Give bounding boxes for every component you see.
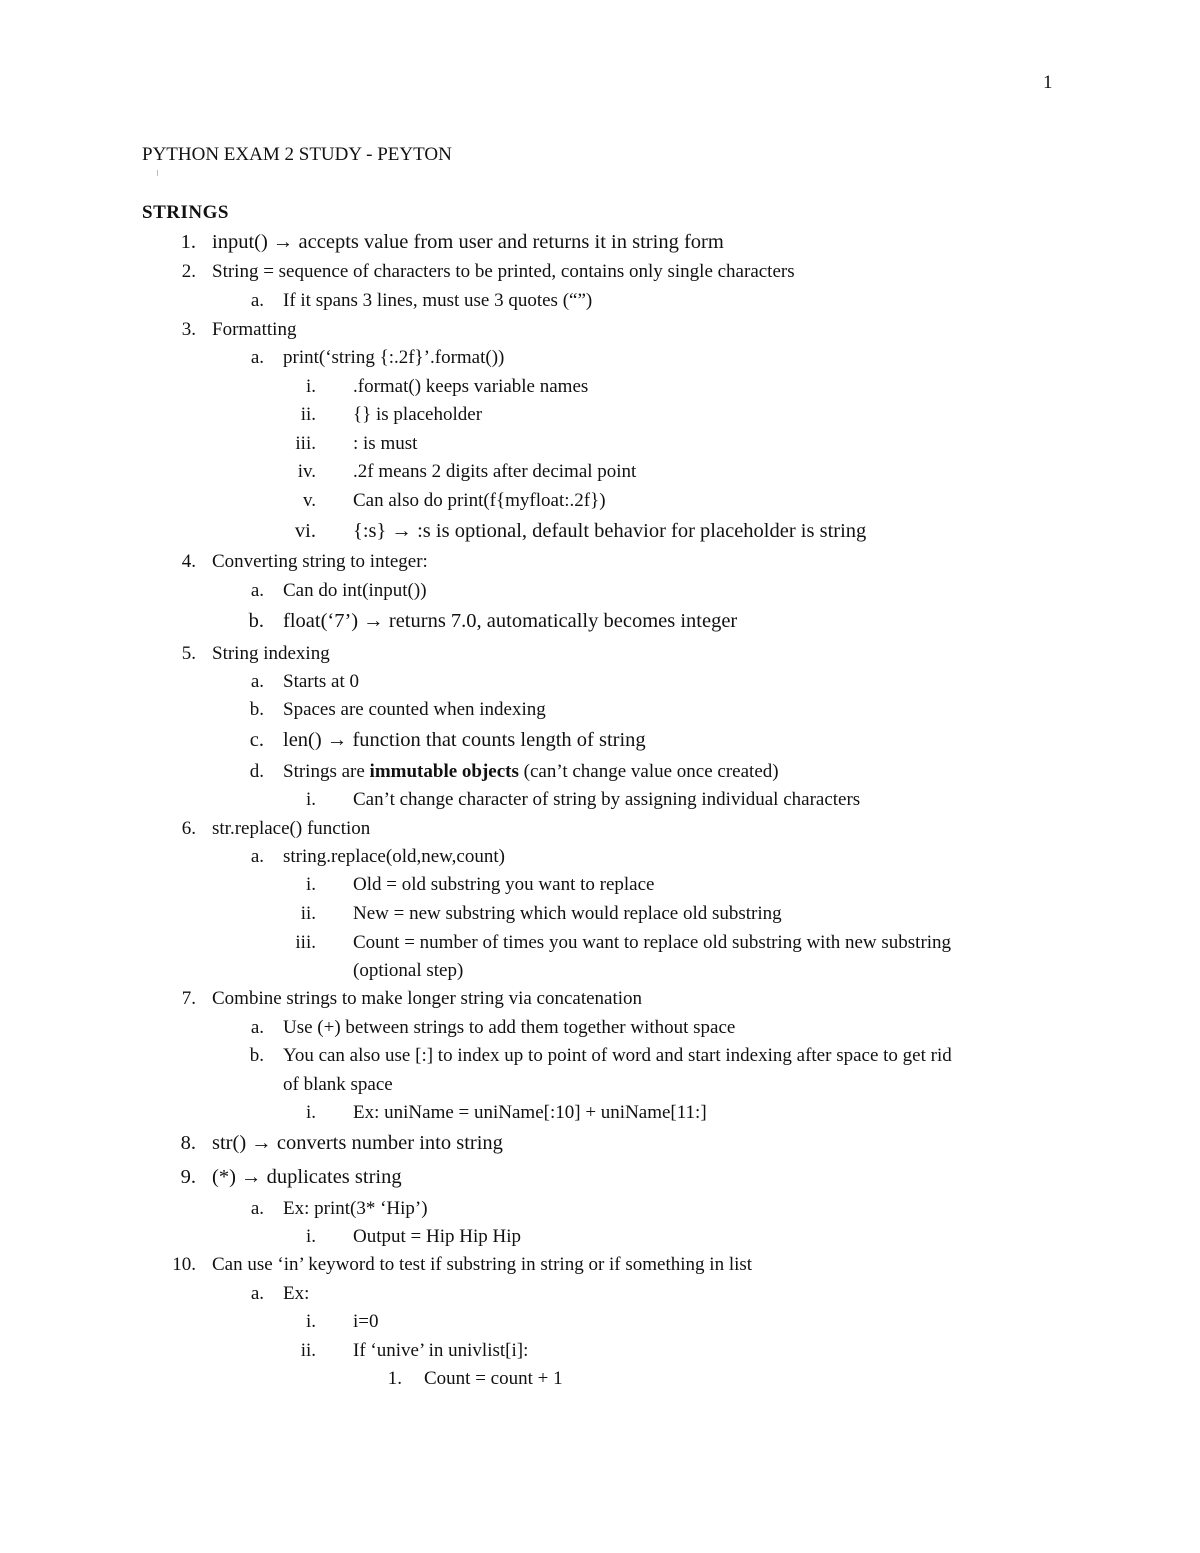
emphasis-text: immutable objects xyxy=(369,761,519,782)
list-marker: a. xyxy=(250,1198,264,1219)
list-marker: 1. xyxy=(180,231,196,253)
list-marker: iii. xyxy=(295,433,316,454)
list-item-text: Combine strings to make longer string via concatenation xyxy=(212,988,643,1009)
list-marker: a. xyxy=(250,1017,264,1038)
section-heading: STRINGS xyxy=(142,202,229,223)
list-item-text: float(‘7’) → returns 7.0, automatically becomes integer xyxy=(283,610,738,632)
list-item-text: input() → accepts value from user and returns it in string form xyxy=(212,231,724,253)
list-item-text: (*) → duplicates string xyxy=(212,1166,402,1188)
list-item-text: Ex: xyxy=(283,1283,310,1304)
list-item-text: print(‘string {:.2f}’.format()) xyxy=(283,347,505,368)
list-marker: 6. xyxy=(181,818,196,839)
list-marker: i. xyxy=(305,874,316,895)
list-item-text: {} is placeholder xyxy=(353,404,483,425)
list-marker: a. xyxy=(250,1283,264,1304)
list-item-text: If it spans 3 lines, must use 3 quotes (“”) xyxy=(283,290,593,311)
list-item-text: string.replace(old,new,count) xyxy=(283,846,505,867)
list-item-text: str() → converts number into string xyxy=(212,1132,503,1154)
list-marker: b. xyxy=(249,699,264,720)
list-item-text: i=0 xyxy=(353,1311,379,1332)
list-marker: b. xyxy=(249,1045,264,1066)
list-marker: 5. xyxy=(181,643,196,664)
list-item-text: Starts at 0 xyxy=(283,671,359,692)
list-item-text: : is must xyxy=(353,433,418,454)
list-marker: 10. xyxy=(172,1254,196,1275)
list-marker: v. xyxy=(302,490,316,511)
list-marker: 7. xyxy=(181,988,196,1009)
list-marker: a. xyxy=(250,290,264,311)
list-marker: i. xyxy=(305,1226,316,1247)
list-marker: ii. xyxy=(300,1340,316,1361)
list-item-text: Use (+) between strings to add them together without space xyxy=(283,1017,736,1038)
list-item-text: Count = count + 1 xyxy=(424,1368,563,1389)
list-item-text: Ex: uniName = uniName[:10] + uniName[11:] xyxy=(353,1102,707,1123)
list-marker: a. xyxy=(250,347,264,368)
list-item-text: str.replace() function xyxy=(212,818,371,839)
list-marker: a. xyxy=(250,846,264,867)
list-marker: a. xyxy=(250,671,264,692)
list-marker: i. xyxy=(305,789,316,810)
list-item-text: of blank space xyxy=(283,1074,393,1095)
list-marker: 8. xyxy=(180,1132,196,1154)
list-marker: i. xyxy=(305,1102,316,1123)
list-item-text: If ‘unive’ in univlist[i]: xyxy=(353,1340,529,1361)
list-item-text: Strings are immutable objects (can’t change value once created) xyxy=(283,761,779,782)
list-marker: ii. xyxy=(300,903,316,924)
list-item-text: String = sequence of characters to be printed, contains only single characters xyxy=(212,261,795,282)
list-item-text: Converting string to integer: xyxy=(212,551,428,572)
cursor-mark xyxy=(157,170,158,176)
list-item-text: Can also do print(f{myfloat:.2f}) xyxy=(353,490,606,511)
list-marker: d. xyxy=(249,761,264,782)
list-item-text: Can’t change character of string by assigning individual characters xyxy=(353,789,861,810)
list-marker: b. xyxy=(248,610,264,632)
list-marker: i. xyxy=(305,376,316,397)
list-item-text: New = new substring which would replace old substring xyxy=(353,903,782,924)
list-item-text: Ex: print(3* ‘Hip’) xyxy=(283,1198,428,1219)
list-item-text: (optional step) xyxy=(353,960,464,981)
list-item-text: Count = number of times you want to replace old substring with new substring xyxy=(353,932,952,953)
list-marker: 4. xyxy=(181,551,196,572)
page-number: 1 xyxy=(1043,72,1053,93)
list-marker: iv. xyxy=(297,461,316,482)
list-item-text: You can also use [:] to index up to point of word and start indexing after space to get rid xyxy=(283,1045,952,1066)
list-marker: vi. xyxy=(294,520,316,542)
list-item-text: Old = old substring you want to replace xyxy=(353,874,655,895)
list-item-text: .2f means 2 digits after decimal point xyxy=(353,461,637,482)
list-item-text: len() → function that counts length of string xyxy=(283,729,646,751)
list-marker: 2. xyxy=(181,261,196,282)
list-marker: 9. xyxy=(180,1166,196,1188)
list-marker: a. xyxy=(250,580,264,601)
list-item-text: String indexing xyxy=(212,643,330,664)
list-marker: 3. xyxy=(181,319,196,340)
list-item-text: Formatting xyxy=(212,319,297,340)
list-item-text: .format() keeps variable names xyxy=(353,376,589,397)
list-item-text: Output = Hip Hip Hip xyxy=(353,1226,521,1247)
list-item-text: {:s} → :s is optional, default behavior for placeholder is string xyxy=(353,520,867,542)
list-marker: i. xyxy=(305,1311,316,1332)
list-marker: c. xyxy=(249,729,264,751)
list-marker: ii. xyxy=(300,404,316,425)
list-item-text: Can use ‘in’ keyword to test if substring in string or if something in list xyxy=(212,1254,753,1275)
list-item-text: Can do int(input()) xyxy=(283,580,427,601)
list-item-text: Spaces are counted when indexing xyxy=(283,699,546,720)
list-marker: 1. xyxy=(387,1368,402,1389)
document-title: PYTHON EXAM 2 STUDY - PEYTON xyxy=(142,144,452,165)
list-marker: iii. xyxy=(295,932,316,953)
